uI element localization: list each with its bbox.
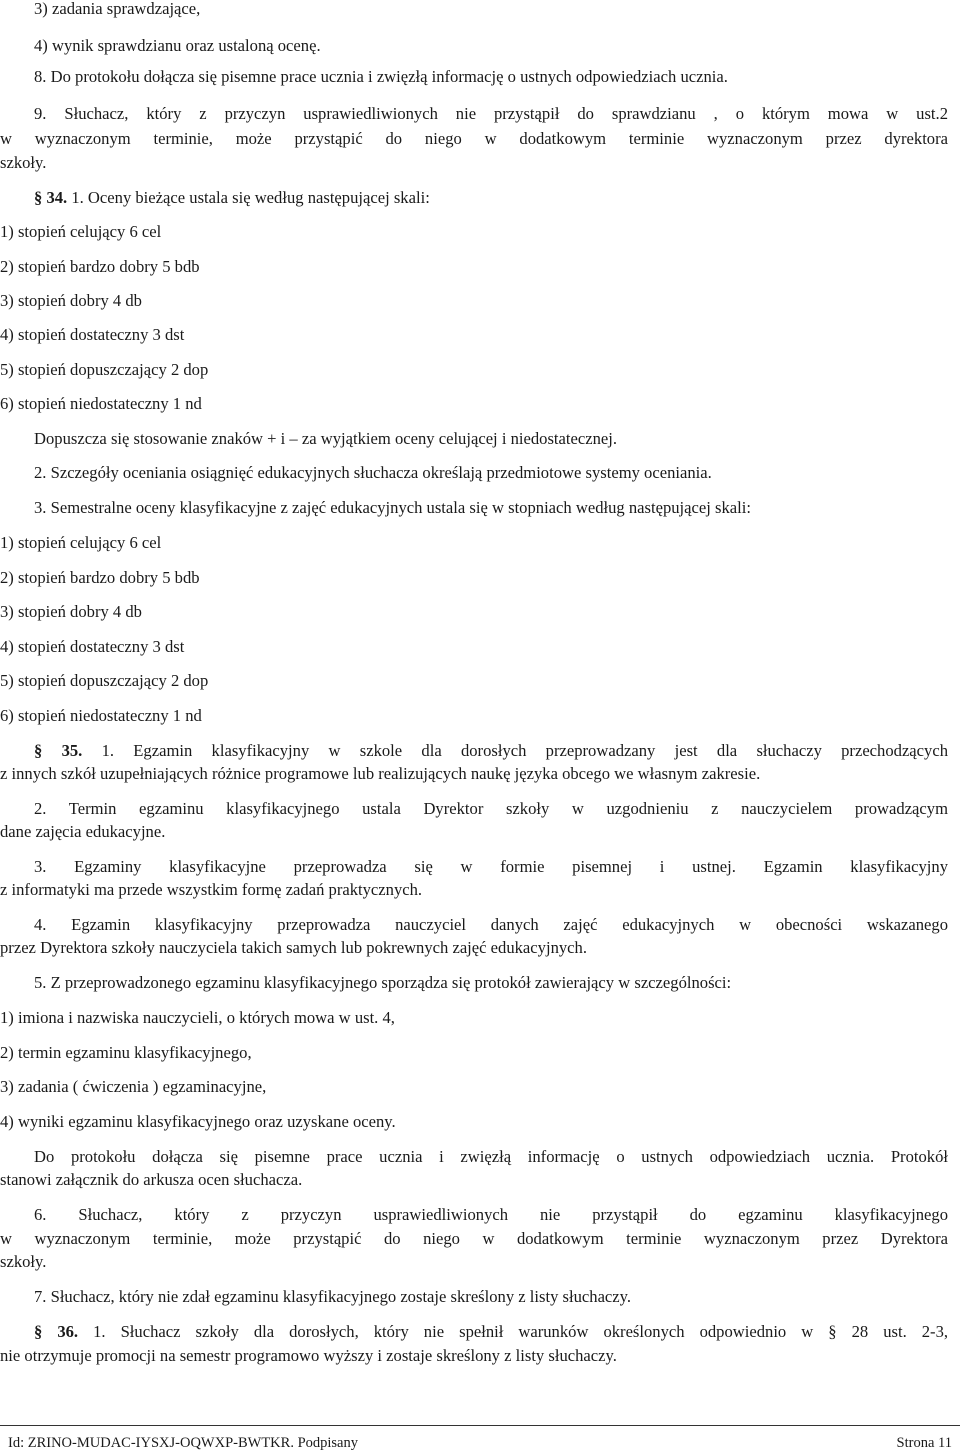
document-id: Id: ZRINO-MUDAC-IYSXJ-OQWXP-BWTKR. Podpisany bbox=[8, 1435, 358, 1451]
list-item: 2) termin egzaminu klasyfikacyjnego, bbox=[0, 1043, 252, 1062]
list-item: 5) stopień dopuszczający 2 dop bbox=[0, 671, 209, 690]
list-item: 5) stopień dopuszczający 2 dop bbox=[0, 360, 209, 379]
list-item: 4) wyniki egzaminu klasyfikacyjnego oraz uzyskane oceny. bbox=[0, 1112, 396, 1131]
text-line: 7. Słuchacz, który nie zdał egzaminu klasyfikacyjnego zostaje skreślony z listy słuchaczy. bbox=[34, 1287, 632, 1306]
paragraph-heading: § 36. 1. Słuchacz szkoły dla dorosłych, który nie spełnił warunków określonych odpowiednio w § 28 ust. 2-3, bbox=[34, 1322, 949, 1341]
page-number: Strona 11 bbox=[896, 1435, 952, 1451]
text-line: stanowi załącznik do arkusza ocen słuchacza. bbox=[0, 1170, 303, 1189]
text-line: Do protokołu dołącza się pisemne prace ucznia i zwięzłą informację o ustnych odpowiedziach ucznia. Protokół bbox=[34, 1147, 948, 1166]
section-number: § 35. bbox=[34, 741, 83, 760]
list-item: 1) stopień celujący 6 cel bbox=[0, 533, 162, 552]
text-line: z informatyki ma przede wszystkim formę zadań praktycznych. bbox=[0, 880, 423, 899]
text-line: 4. Egzamin klasyfikacyjny przeprowadza nauczyciel danych zajęć edukacyjnych w obecności wskazanego bbox=[34, 915, 948, 934]
text-line: Dopuszcza się stosowanie znaków + i – za wyjątkiem oceny celującej i niedostatecznej. bbox=[34, 429, 618, 448]
section-number: § 34. bbox=[34, 188, 68, 207]
list-item: 3) stopień dobry 4 db bbox=[0, 602, 142, 621]
footer-divider bbox=[0, 1425, 960, 1426]
text-line: 4) wynik sprawdzianu oraz ustaloną ocenę. bbox=[34, 36, 321, 55]
list-item: 3) zadania ( ćwiczenia ) egzaminacyjne, bbox=[0, 1077, 267, 1096]
text-line: 3. Semestralne oceny klasyfikacyjne z zajęć edukacyjnych ustala się w stopniach według następującej skali: bbox=[34, 498, 751, 517]
list-item: 6) stopień niedostateczny 1 nd bbox=[0, 394, 202, 413]
section-number: § 36. bbox=[34, 1322, 79, 1341]
list-item: 1) imiona i nazwiska nauczycieli, o których mowa w ust. 4, bbox=[0, 1008, 395, 1027]
paragraph-heading: § 35. 1. Egzamin klasyfikacyjny w szkole dla dorosłych przeprowadzany jest dla słuchaczy przechodzących bbox=[34, 741, 948, 760]
text-line: w wyznaczonym terminie, może przystąpić do niego w dodatkowym terminie wyznaczonym przez Dyrektora bbox=[0, 1229, 948, 1248]
text-line: 6. Słuchacz, który z przyczyn usprawiedliwionych nie przystąpił do egzaminu klasyfikacyjnego bbox=[34, 1205, 948, 1224]
text-line: nie otrzymuje promocji na semestr programowo wyższy i zostaje skreślony z listy słuchaczy. bbox=[0, 1346, 617, 1365]
list-item: 2) stopień bardzo dobry 5 bdb bbox=[0, 257, 200, 276]
list-item: 4) stopień dostateczny 3 dst bbox=[0, 325, 185, 344]
text-line: w wyznaczonym terminie, może przystąpić do niego w dodatkowym terminie wyznaczonym przez dyrektora bbox=[0, 129, 948, 148]
list-item: 1) stopień celujący 6 cel bbox=[0, 222, 162, 241]
text-line: 2. Termin egzaminu klasyfikacyjnego ustala Dyrektor szkoły w uzgodnieniu z nauczycielem prowadzącym bbox=[34, 799, 948, 818]
text-line: szkoły. bbox=[0, 1252, 47, 1271]
text-line: 3. Egzaminy klasyfikacyjne przeprowadza się w formie pisemnej i ustnej. Egzamin klasyfikacyjny bbox=[34, 857, 948, 876]
text-line: przez Dyrektora szkoły nauczyciela takich samych lub pokrewnych zajęć edukacyjnych. bbox=[0, 938, 587, 957]
paragraph-heading: § 34. 1. Oceny bieżące ustala się według następującej skali: bbox=[34, 188, 430, 207]
list-item: 2) stopień bardzo dobry 5 bdb bbox=[0, 568, 200, 587]
list-item: 4) stopień dostateczny 3 dst bbox=[0, 637, 185, 656]
text-line: szkoły. bbox=[0, 153, 47, 172]
text-line: 8. Do protokołu dołącza się pisemne prace ucznia i zwięzłą informację o ustnych odpowiedziach ucznia. bbox=[34, 67, 728, 86]
text-line: 2. Szczegóły oceniania osiągnięć edukacyjnych słuchacza określają przedmiotowe systemy oceniania. bbox=[34, 463, 712, 482]
text-line: dane zajęcia edukacyjne. bbox=[0, 822, 166, 841]
text-line: z innych szkół uzupełniających różnice programowe lub realizujących naukę języka obcego we własnym zakresie. bbox=[0, 764, 761, 783]
text-line: 9. Słuchacz, który z przyczyn usprawiedliwionych nie przystąpił do sprawdzianu , o którym mowa w ust.2 bbox=[34, 104, 948, 123]
list-item: 3) stopień dobry 4 db bbox=[0, 291, 142, 310]
list-item: 6) stopień niedostateczny 1 nd bbox=[0, 706, 202, 725]
text-line: 3) zadania sprawdzające, bbox=[34, 0, 201, 18]
text-line: 5. Z przeprowadzonego egzaminu klasyfikacyjnego sporządza się protokół zawierający w szczególności: bbox=[34, 973, 732, 992]
